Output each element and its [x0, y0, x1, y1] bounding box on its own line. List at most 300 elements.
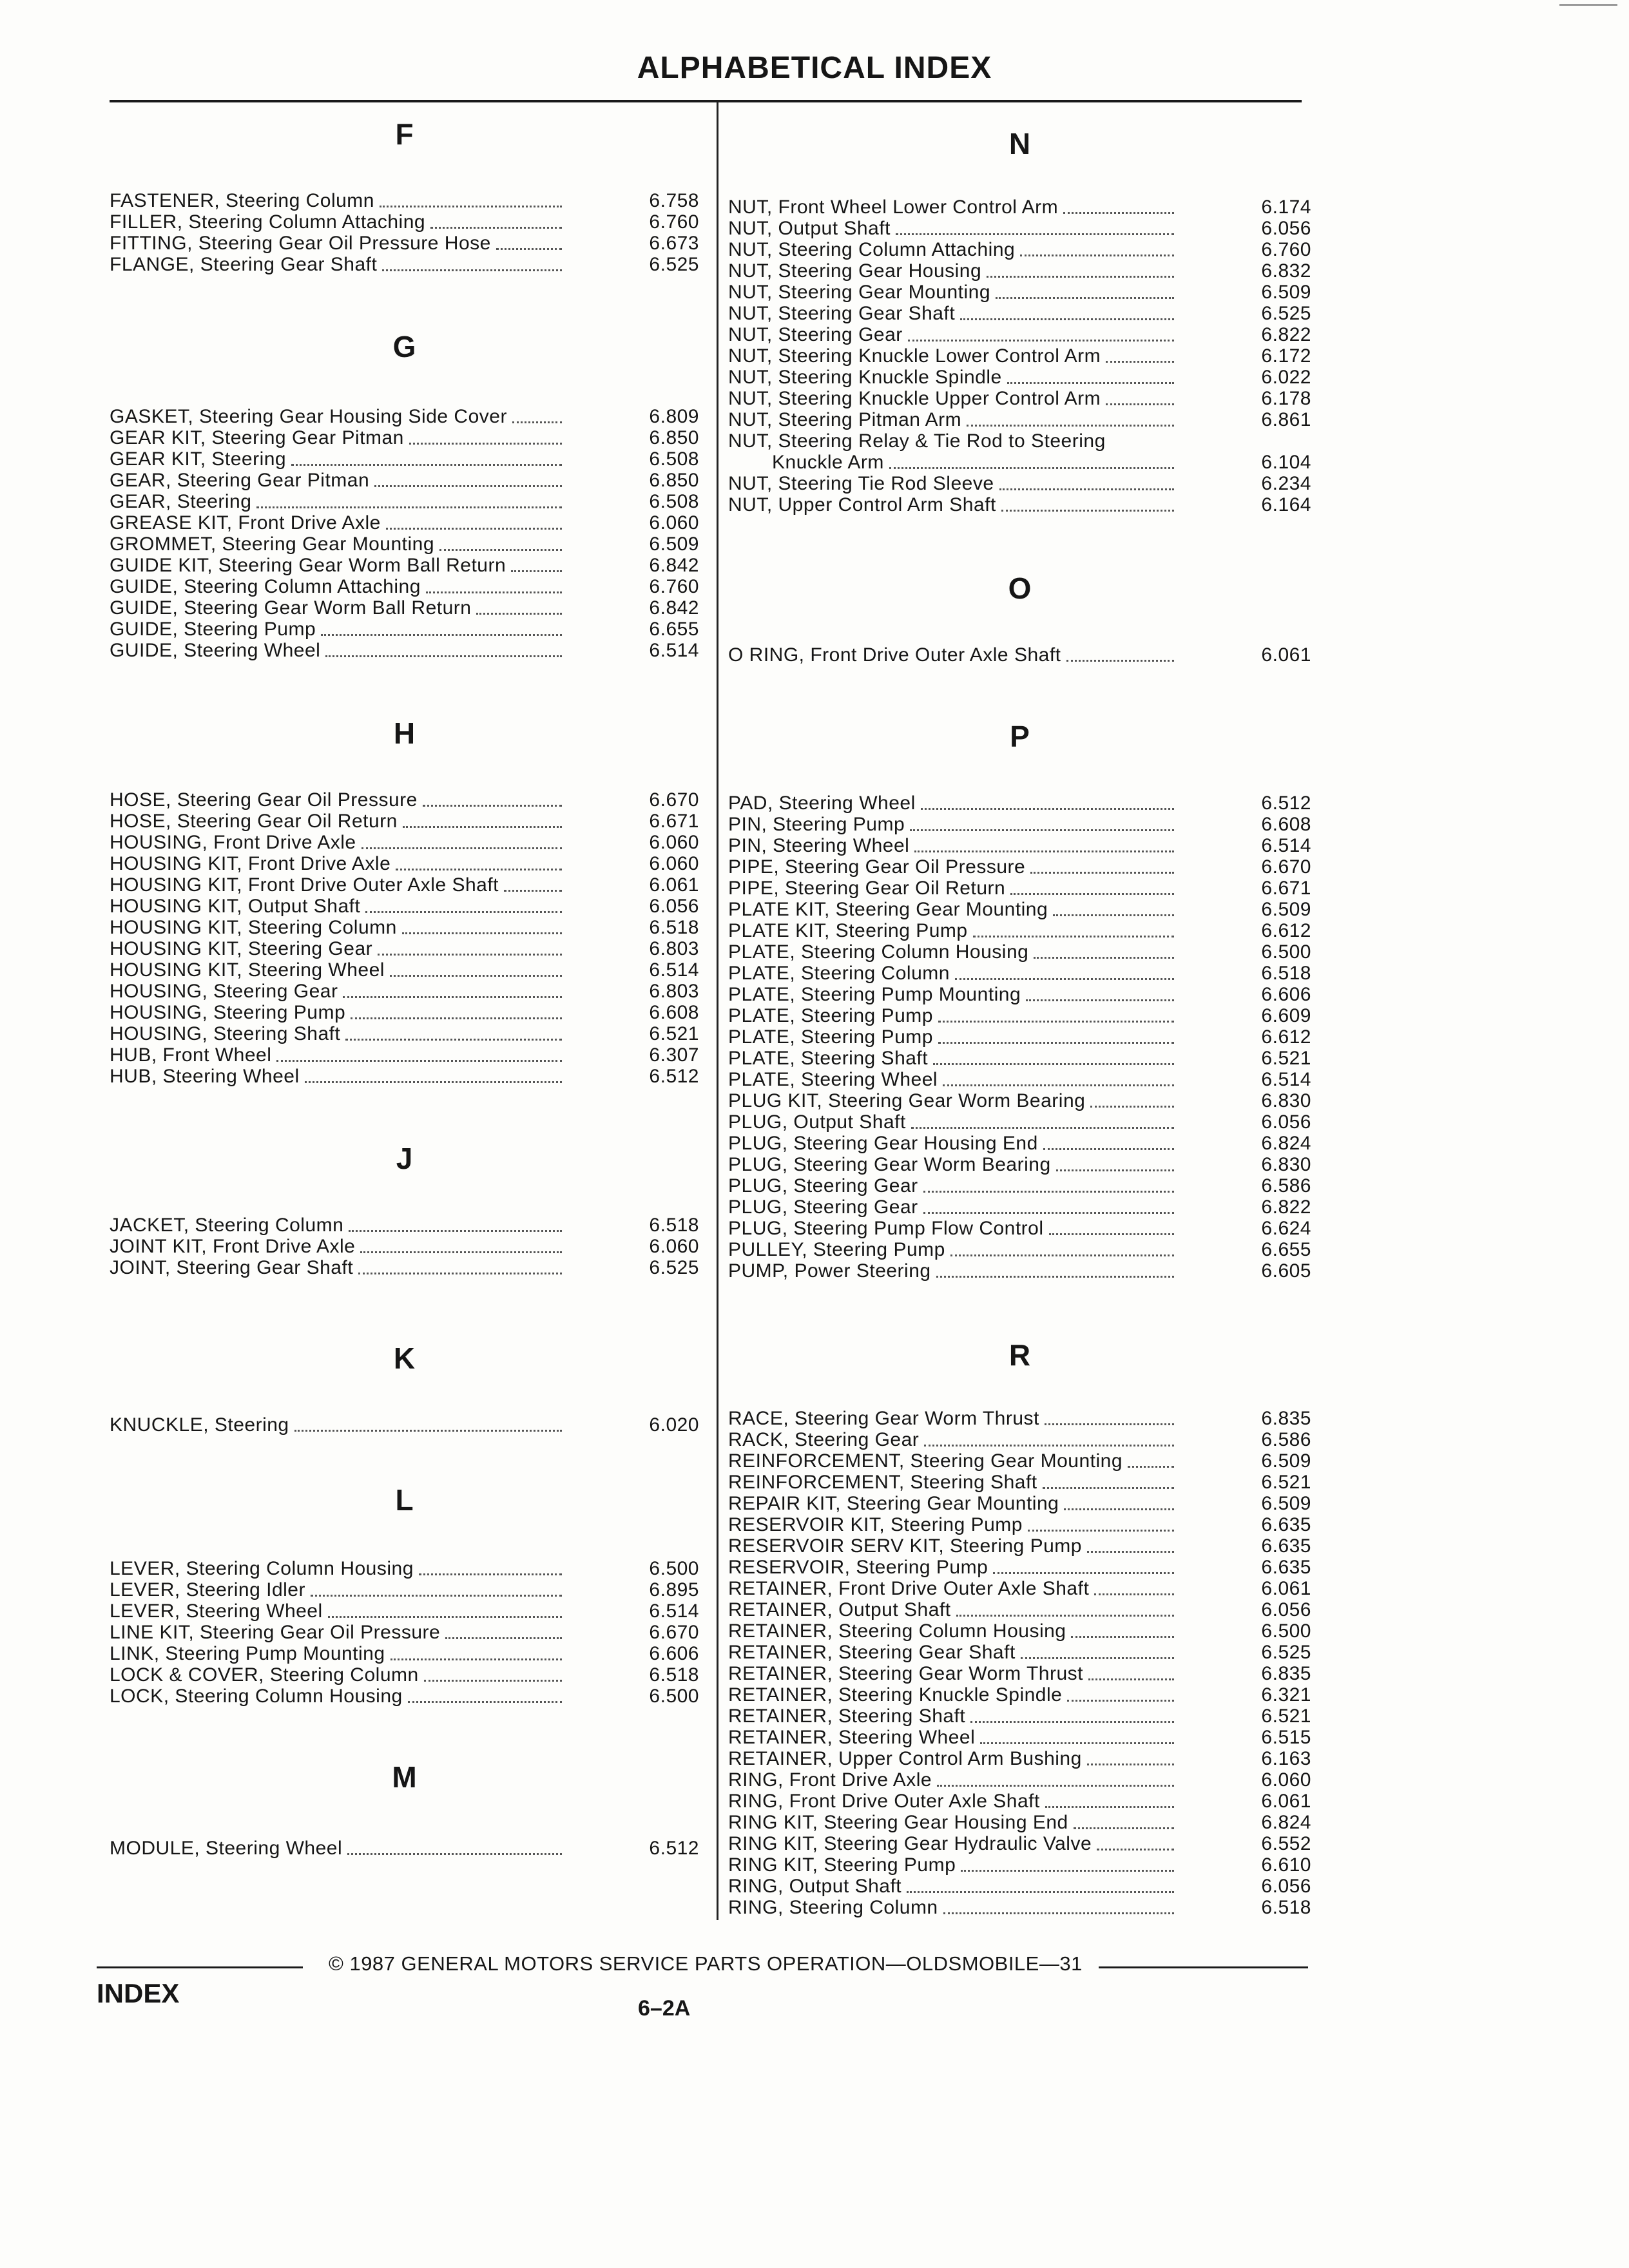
- leader-dots: [1087, 1551, 1174, 1553]
- entry-page: 6.104: [1261, 452, 1311, 473]
- index-entry: [110, 491, 699, 512]
- index-entry: [728, 1791, 1311, 1812]
- entry-name: FILLER, Steering Column Attaching: [110, 211, 426, 233]
- entry-page: 6.061: [1261, 644, 1311, 666]
- index-entry: [728, 409, 1311, 430]
- entry-name: Knuckle Arm: [772, 452, 884, 473]
- index-entry: [110, 211, 699, 233]
- leader-dots: [360, 1251, 562, 1253]
- entry-name: HOUSING, Front Drive Axle: [110, 832, 356, 853]
- entry-name: NUT, Steering Gear Housing: [728, 260, 982, 282]
- leader-dots: [896, 233, 1174, 235]
- leader-dots: [911, 1127, 1174, 1129]
- leader-dots: [361, 847, 562, 849]
- index-entry: [728, 282, 1311, 303]
- entry-name: LEVER, Steering Idler: [110, 1579, 305, 1600]
- entry-name: NUT, Steering Knuckle Spindle: [728, 367, 1002, 388]
- leader-dots: [937, 1785, 1174, 1787]
- index-entry: [728, 1663, 1311, 1684]
- leader-dots: [999, 488, 1174, 490]
- entry-page: 6.635: [1261, 1535, 1311, 1557]
- entry-page: 6.895: [649, 1579, 699, 1600]
- entry-name: NUT, Steering Gear Mounting: [728, 282, 991, 303]
- index-entry: [728, 984, 1311, 1005]
- entry-page: 6.586: [1261, 1175, 1311, 1196]
- entry-page: 6.606: [1261, 984, 1311, 1005]
- entry-list: [728, 644, 1311, 666]
- header-rule: [110, 100, 1302, 102]
- entry-list: [110, 406, 699, 661]
- leader-dots: [325, 655, 562, 657]
- leader-dots: [1088, 1678, 1174, 1680]
- entry-name: JOINT, Steering Gear Shaft: [110, 1257, 354, 1278]
- entry-name: RETAINER, Steering Shaft: [728, 1706, 966, 1727]
- entry-page: 6.060: [649, 512, 699, 533]
- section-letter: N: [1008, 127, 1031, 160]
- index-entry: [110, 254, 699, 275]
- entry-page: 6.518: [649, 1664, 699, 1686]
- entry-name: NUT, Steering Knuckle Upper Control Arm: [728, 388, 1101, 409]
- entry-name: PLATE, Steering Column: [728, 963, 950, 984]
- entry-name: FLANGE, Steering Gear Shaft: [110, 254, 378, 275]
- leader-dots: [1049, 1233, 1174, 1235]
- leader-dots: [386, 528, 562, 530]
- index-entry: [110, 533, 699, 555]
- entry-page: 6.172: [1261, 345, 1311, 367]
- entry-page: 6.500: [1261, 941, 1311, 963]
- entry-list: [728, 197, 1311, 515]
- entry-name: RING, Output Shaft: [728, 1876, 902, 1897]
- entry-list: [110, 190, 699, 275]
- entry-page: 6.760: [1261, 239, 1311, 260]
- index-entry: [728, 1684, 1311, 1706]
- entry-page: 6.514: [649, 1600, 699, 1622]
- index-entry: [728, 473, 1311, 494]
- entry-page: 6.552: [1261, 1833, 1311, 1854]
- entry-list: [728, 1408, 1311, 1918]
- leader-dots: [1074, 1827, 1174, 1829]
- section-letter: P: [1010, 720, 1030, 753]
- entry-name: HOUSING KIT, Front Drive Outer Axle Shaft: [110, 874, 499, 896]
- leader-dots: [956, 1615, 1174, 1617]
- leader-dots: [305, 1081, 562, 1083]
- entry-page: 6.509: [1261, 899, 1311, 920]
- leader-dots: [1090, 1106, 1174, 1108]
- index-entry: [110, 1023, 699, 1044]
- entry-name: PLUG, Steering Pump Flow Control: [728, 1218, 1044, 1239]
- leader-dots: [987, 276, 1174, 278]
- entry-name: RACE, Steering Gear Worm Thrust: [728, 1408, 1039, 1429]
- leader-dots: [938, 1042, 1174, 1044]
- index-entry: [110, 1686, 699, 1707]
- entry-name: PLATE KIT, Steering Pump: [728, 920, 968, 941]
- entry-page: 6.835: [1261, 1408, 1311, 1429]
- entry-page: 6.673: [649, 233, 699, 254]
- entry-name: RETAINER, Front Drive Outer Axle Shaft: [728, 1578, 1090, 1599]
- entry-page: 6.512: [649, 1838, 699, 1859]
- index-entry: [728, 1514, 1311, 1535]
- leader-dots: [403, 826, 562, 828]
- entry-name: PLUG, Steering Gear Worm Bearing: [728, 1154, 1051, 1175]
- entry-name: PIN, Steering Pump: [728, 814, 905, 835]
- index-entry: [110, 1257, 699, 1278]
- leader-dots: [1087, 1763, 1174, 1765]
- entry-page: 6.514: [1261, 1069, 1311, 1090]
- entry-name: NUT, Output Shaft: [728, 218, 891, 239]
- index-entry: [728, 1005, 1311, 1026]
- index-entry: [728, 1812, 1311, 1833]
- leader-dots: [1030, 872, 1174, 874]
- index-entry: [728, 1154, 1311, 1175]
- index-entry: [728, 1069, 1311, 1090]
- entry-page: 6.056: [649, 896, 699, 917]
- leader-dots: [923, 1212, 1174, 1214]
- index-entry: [110, 1838, 699, 1859]
- leader-dots: [970, 1721, 1174, 1723]
- index-entry: [110, 938, 699, 959]
- leader-dots: [419, 1573, 562, 1575]
- entry-name: GUIDE KIT, Steering Gear Worm Ball Return: [110, 555, 506, 576]
- entry-name: GEAR KIT, Steering Gear Pitman: [110, 427, 404, 448]
- index-entry: [728, 1727, 1311, 1748]
- leader-dots: [276, 1060, 562, 1062]
- entry-name: GROMMET, Steering Gear Mounting: [110, 533, 435, 555]
- leader-dots: [967, 425, 1174, 427]
- index-entry: [110, 512, 699, 533]
- entry-page: 6.655: [649, 619, 699, 640]
- entry-page: 6.518: [649, 1215, 699, 1236]
- entry-page: 6.670: [1261, 856, 1311, 878]
- leader-dots: [328, 1616, 562, 1618]
- leader-dots: [424, 1680, 562, 1682]
- entry-name: RETAINER, Steering Column Housing: [728, 1620, 1066, 1642]
- leader-dots: [955, 978, 1174, 980]
- leader-dots: [1063, 212, 1174, 214]
- leader-dots: [936, 1276, 1174, 1278]
- entry-page: 6.822: [1261, 324, 1311, 345]
- entry-list: [110, 1414, 699, 1436]
- index-entry: [728, 367, 1311, 388]
- leader-dots: [504, 890, 562, 892]
- entry-name: HOSE, Steering Gear Oil Return: [110, 811, 398, 832]
- leader-dots: [1097, 1849, 1174, 1850]
- entry-page: 6.514: [1261, 835, 1311, 856]
- entry-page: 6.606: [649, 1643, 699, 1664]
- leader-dots: [365, 911, 562, 913]
- leader-dots: [294, 1430, 562, 1432]
- entry-name: RING KIT, Steering Gear Housing End: [728, 1812, 1068, 1833]
- entry-name: NUT, Steering Relay & Tie Rod to Steering: [728, 430, 1106, 452]
- index-entry: [110, 789, 699, 811]
- entry-name: PLATE KIT, Steering Gear Mounting: [728, 899, 1048, 920]
- entry-page: 6.635: [1261, 1557, 1311, 1578]
- entry-page: 6.525: [1261, 1642, 1311, 1663]
- section-label: INDEX: [97, 1978, 180, 2008]
- entry-name: NUT, Steering Pitman Arm: [728, 409, 962, 430]
- entry-name: HOUSING, Steering Shaft: [110, 1023, 341, 1044]
- leader-dots: [1094, 1593, 1174, 1595]
- entry-page: 6.518: [649, 917, 699, 938]
- index-entry: [110, 811, 699, 832]
- leader-dots: [496, 248, 562, 250]
- index-entry: [728, 1642, 1311, 1663]
- entry-page: 6.521: [1261, 1472, 1311, 1493]
- entry-name: RING, Front Drive Axle: [728, 1769, 932, 1791]
- entry-page: 6.608: [649, 1002, 699, 1023]
- index-entry: [110, 427, 699, 448]
- entry-name: PLATE, Steering Pump: [728, 1026, 933, 1048]
- leader-dots: [349, 1230, 562, 1232]
- entry-page: 6.515: [1261, 1727, 1311, 1748]
- entry-page: 6.671: [649, 811, 699, 832]
- entry-page: 6.061: [1261, 1791, 1311, 1812]
- leader-dots: [311, 1595, 562, 1597]
- index-entry: [110, 874, 699, 896]
- leader-dots: [347, 1853, 562, 1855]
- index-entry: [728, 1833, 1311, 1854]
- index-entry: [728, 1239, 1311, 1260]
- entry-name: PLATE, Steering Pump Mounting: [728, 984, 1021, 1005]
- index-entry: [728, 920, 1311, 941]
- entry-page: 6.163: [1261, 1748, 1311, 1769]
- index-entry: [110, 1558, 699, 1579]
- index-entry: [110, 619, 699, 640]
- entry-page: 6.586: [1261, 1429, 1311, 1450]
- index-entry: [110, 1236, 699, 1257]
- entry-name: RETAINER, Steering Wheel: [728, 1727, 976, 1748]
- leader-dots: [1128, 1466, 1174, 1468]
- page-title-wrap: [81, 50, 1629, 86]
- entry-name: REPAIR KIT, Steering Gear Mounting: [728, 1493, 1059, 1514]
- entry-name: RESERVOIR SERV KIT, Steering Pump: [728, 1535, 1082, 1557]
- entry-page: 6.020: [649, 1414, 699, 1436]
- entry-name: REINFORCEMENT, Steering Shaft: [728, 1472, 1037, 1493]
- leader-dots: [345, 1039, 562, 1041]
- index-entry: [728, 1111, 1311, 1133]
- entry-name: GEAR KIT, Steering: [110, 448, 287, 470]
- leader-dots: [1028, 1530, 1174, 1532]
- leader-dots: [923, 1191, 1174, 1193]
- entry-name: HOUSING KIT, Output Shaft: [110, 896, 361, 917]
- entry-page: 6.518: [1261, 1897, 1311, 1918]
- entry-page: 6.610: [1261, 1854, 1311, 1876]
- index-entry: [110, 853, 699, 874]
- entry-name: HUB, Steering Wheel: [110, 1066, 300, 1087]
- entry-page: 6.760: [649, 576, 699, 597]
- corner-mark: [1559, 4, 1617, 6]
- entry-list: [110, 1215, 699, 1278]
- leader-dots: [908, 340, 1174, 341]
- leader-dots: [382, 269, 562, 271]
- index-entry: [728, 345, 1311, 367]
- index-entry: [110, 917, 699, 938]
- index-entry: [728, 1026, 1311, 1048]
- leader-dots: [390, 1658, 562, 1660]
- leader-dots: [973, 936, 1174, 937]
- index-entry: [110, 1579, 699, 1600]
- index-entry: [110, 896, 699, 917]
- entry-name: HOUSING, Steering Gear: [110, 981, 338, 1002]
- entry-page: 6.605: [1261, 1260, 1311, 1282]
- entry-page: 6.609: [1261, 1005, 1311, 1026]
- index-entry: [110, 470, 699, 491]
- leader-dots: [943, 1084, 1174, 1086]
- entry-page: 6.061: [1261, 1578, 1311, 1599]
- entry-page: 6.525: [649, 254, 699, 275]
- section-letter: R: [1008, 1338, 1031, 1372]
- leader-dots: [980, 1742, 1174, 1744]
- entry-name: HOUSING KIT, Steering Wheel: [110, 959, 385, 981]
- leader-dots: [1021, 1657, 1174, 1659]
- index-entry: [110, 406, 699, 427]
- index-entry: [110, 1643, 699, 1664]
- entry-page: 6.822: [1261, 1196, 1311, 1218]
- entry-page: 6.321: [1261, 1684, 1311, 1706]
- entry-name: FASTENER, Steering Column: [110, 190, 374, 211]
- entry-page: 6.514: [649, 959, 699, 981]
- index-entry: [728, 1472, 1311, 1493]
- entry-name: RACK, Steering Gear: [728, 1429, 920, 1450]
- entry-page: 6.803: [649, 981, 699, 1002]
- entry-name: PLUG, Output Shaft: [728, 1111, 906, 1133]
- entry-page: 6.174: [1261, 197, 1311, 218]
- index-entry: [110, 832, 699, 853]
- entry-name: GUIDE, Steering Wheel: [110, 640, 321, 661]
- entry-name: RETAINER, Steering Gear Worm Thrust: [728, 1663, 1083, 1684]
- entry-name: PULLEY, Steering Pump: [728, 1239, 945, 1260]
- index-entry: [728, 1599, 1311, 1620]
- leader-dots: [1045, 1423, 1174, 1425]
- index-entry: [110, 1066, 699, 1087]
- entry-page: 6.509: [649, 533, 699, 555]
- entry-page: 6.521: [1261, 1048, 1311, 1069]
- index-entry: [110, 1622, 699, 1643]
- leader-dots: [1010, 893, 1174, 895]
- leader-dots: [960, 318, 1174, 320]
- index-entry: [728, 835, 1311, 856]
- index-entry: [728, 1218, 1311, 1239]
- entry-name: GUIDE, Steering Gear Worm Ball Return: [110, 597, 472, 619]
- entry-name: GUIDE, Steering Pump: [110, 619, 316, 640]
- leader-dots: [358, 1273, 562, 1274]
- section-letter: G: [392, 330, 416, 363]
- leader-dots: [1001, 510, 1174, 512]
- leader-dots: [343, 996, 562, 998]
- leader-dots: [402, 932, 562, 934]
- leader-dots: [950, 1254, 1174, 1256]
- entry-name: LEVER, Steering Wheel: [110, 1600, 323, 1622]
- entry-name: HOSE, Steering Gear Oil Pressure: [110, 789, 418, 811]
- entry-page: 6.842: [649, 555, 699, 576]
- entry-page: 6.830: [1261, 1090, 1311, 1111]
- section-letter: F: [395, 117, 414, 151]
- index-entry: [110, 597, 699, 619]
- leader-dots: [291, 464, 562, 466]
- leader-dots: [1066, 660, 1175, 662]
- entry-name: REINFORCEMENT, Steering Gear Mounting: [728, 1450, 1123, 1472]
- entry-name: PIPE, Steering Gear Oil Pressure: [728, 856, 1026, 878]
- entry-page: 6.830: [1261, 1154, 1311, 1175]
- entry-name: PUMP, Power Steering: [728, 1260, 931, 1282]
- entry-name: HOUSING, Steering Pump: [110, 1002, 346, 1023]
- leader-dots: [445, 1637, 562, 1639]
- index-entry: [110, 448, 699, 470]
- section-letter: J: [396, 1142, 413, 1175]
- leader-dots: [938, 1021, 1174, 1023]
- entry-page: 6.824: [1261, 1812, 1311, 1833]
- index-entry: [728, 324, 1311, 345]
- index-entry: [728, 793, 1311, 814]
- entry-name: PLUG, Steering Gear Housing End: [728, 1133, 1038, 1154]
- leader-dots: [1034, 957, 1174, 959]
- entry-page: 6.832: [1261, 260, 1311, 282]
- entry-name: NUT, Steering Gear Shaft: [728, 303, 956, 324]
- index-entry: [728, 494, 1311, 515]
- section-letter: H: [393, 716, 416, 750]
- entry-name: PLATE, Steering Wheel: [728, 1069, 938, 1090]
- leader-dots: [1026, 999, 1174, 1001]
- entry-name: GEAR, Steering Gear Pitman: [110, 470, 370, 491]
- index-entry: [728, 1578, 1311, 1599]
- leader-dots: [1020, 255, 1174, 256]
- entry-page: 6.509: [1261, 1493, 1311, 1514]
- entry-page: 6.612: [1261, 920, 1311, 941]
- entry-name: PLUG, Steering Gear: [728, 1175, 918, 1196]
- entry-page: 6.670: [649, 789, 699, 811]
- entry-name: RING KIT, Steering Pump: [728, 1854, 956, 1876]
- entry-page: 6.842: [649, 597, 699, 619]
- section-letter: M: [392, 1760, 417, 1794]
- entry-page: 6.670: [649, 1622, 699, 1643]
- column-divider: [717, 102, 718, 1920]
- leader-dots: [933, 1063, 1174, 1065]
- entry-page: 6.809: [649, 406, 699, 427]
- entry-name: RING KIT, Steering Gear Hydraulic Valve: [728, 1833, 1092, 1854]
- entry-list: [110, 1838, 699, 1859]
- entry-name: NUT, Front Wheel Lower Control Arm: [728, 197, 1059, 218]
- index-entry: [110, 1002, 699, 1023]
- entry-name: PLATE, Steering Pump: [728, 1005, 933, 1026]
- index-entry: [728, 899, 1311, 920]
- index-entry: [728, 239, 1311, 260]
- leader-dots: [351, 1017, 562, 1019]
- entry-name: GEAR, Steering: [110, 491, 252, 512]
- entry-page: 6.850: [649, 427, 699, 448]
- index-entry: [728, 1090, 1311, 1111]
- entry-page: 6.509: [1261, 282, 1311, 303]
- entry-name: RETAINER, Output Shaft: [728, 1599, 951, 1620]
- index-entry: [728, 1260, 1311, 1282]
- entry-page: 6.500: [649, 1558, 699, 1579]
- entry-name: JACKET, Steering Column: [110, 1215, 344, 1236]
- index-entry: [110, 1664, 699, 1686]
- index-entry: [110, 1044, 699, 1066]
- entry-name: GREASE KIT, Front Drive Axle: [110, 512, 381, 533]
- index-entry: [110, 1600, 699, 1622]
- entry-page: 6.521: [649, 1023, 699, 1044]
- leader-dots: [1056, 1169, 1174, 1171]
- entry-name: KNUCKLE, Steering: [110, 1414, 289, 1436]
- entry-page: 6.056: [1261, 1111, 1311, 1133]
- entry-page: 6.056: [1261, 1599, 1311, 1620]
- leader-dots: [910, 829, 1174, 831]
- section-letter: K: [393, 1341, 416, 1375]
- entry-page: 6.624: [1261, 1218, 1311, 1239]
- index-entry: [728, 1897, 1311, 1918]
- leader-dots: [914, 850, 1174, 852]
- leader-dots: [380, 206, 562, 207]
- entry-name: NUT, Steering Tie Rod Sleeve: [728, 473, 994, 494]
